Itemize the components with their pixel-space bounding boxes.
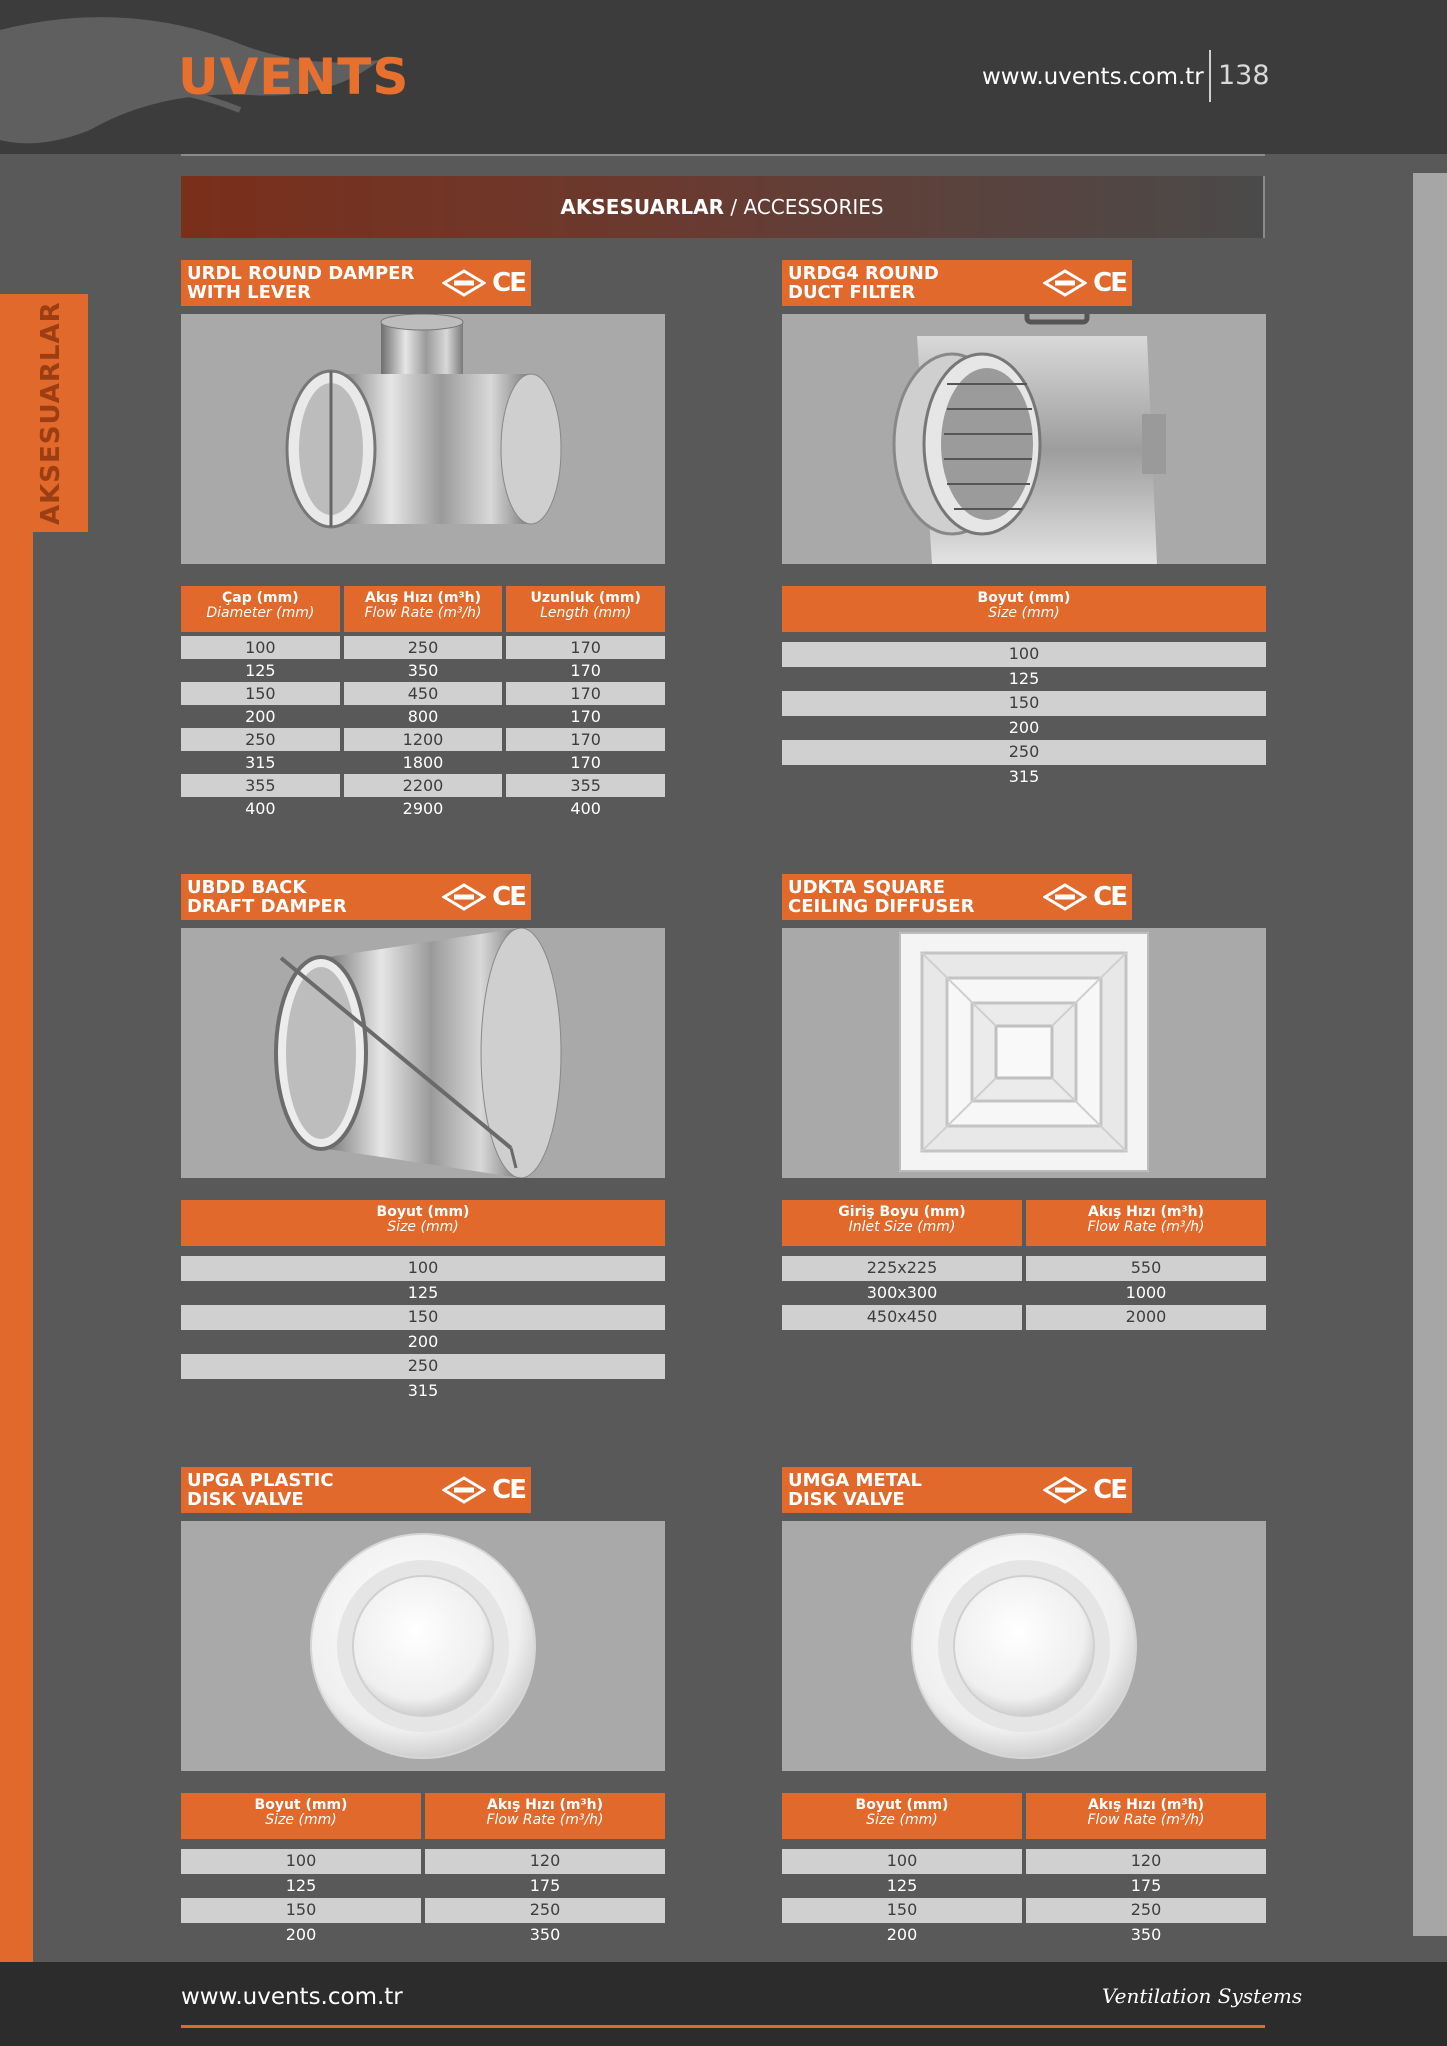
tse-icon [1043,269,1087,297]
table-cell: 170 [570,753,601,772]
table-row [181,1898,665,1923]
table-row [782,740,1266,765]
table-cell: 200 [285,1924,317,1944]
table-cell: 175 [1130,1875,1162,1895]
tse-icon [1043,883,1087,911]
product-photo [181,1521,665,1771]
table-cell: 1200 [344,728,503,751]
round-damper-icon [181,314,665,564]
table-cell: 150 [181,1305,665,1330]
header-divider [1209,50,1211,102]
table-cell: 170 [570,661,601,680]
table-cell: 100 [181,1256,665,1281]
table-row [181,659,665,682]
product-title-line1: UPGA PLASTIC [187,1470,334,1491]
brand-logo[interactable]: UVENTS [178,48,410,106]
product-title-line1: URDG4 ROUND [788,263,939,284]
table-cell: 315 [245,753,276,772]
column-header: Giriş Boyu (mm) Inlet Size (mm) [782,1200,1022,1246]
table-cell: 150 [782,691,1266,716]
table-row [181,1354,665,1379]
section-title [181,176,1263,238]
table-row [181,797,665,820]
product-title-box [782,874,1132,920]
table-row [782,765,1266,790]
column-header: Akış Hızı (m³h) Flow Rate (m³/h) [1026,1793,1266,1839]
table-cell: 150 [782,1898,1022,1923]
table-row [181,1256,665,1281]
product-title-line2: DRAFT DAMPER [187,896,347,917]
product-title [187,878,437,916]
table-cell: 175 [529,1875,561,1895]
product-title [788,878,1038,916]
table-row [181,1379,665,1404]
table-cell: 150 [181,682,340,705]
table-cell: 355 [506,774,665,797]
footer-rule [181,2025,1265,2028]
spec-table-header [181,1793,665,1839]
product-title [788,1471,1038,1509]
table-cell: 2000 [1026,1305,1266,1330]
spec-table-header [782,1200,1266,1246]
column-header: Akış Hızı (m³h) Flow Rate (m³/h) [1026,1200,1266,1246]
product-title [187,1471,437,1509]
table-cell: 2900 [402,799,444,818]
table-row [782,1281,1266,1306]
side-tab-label: AKSESUARLAR [36,301,66,525]
ce-mark: CE [492,1475,525,1505]
table-cell: 170 [570,707,601,726]
product-title-line1: URDL ROUND DAMPER [187,263,415,284]
spec-table-body [181,1256,665,1403]
table-cell: 120 [425,1849,665,1874]
table-row [782,1849,1266,1874]
table-cell: 355 [181,774,340,797]
product-title-line2: DISK VALVE [187,1489,304,1510]
right-edge-strip [1413,173,1447,1936]
spec-table-header [782,586,1266,632]
table-row [181,705,665,728]
ce-mark: CE [1093,882,1126,912]
product-title-box [181,874,531,920]
product-photo [782,928,1266,1178]
column-header: Boyut (mm) Size (mm) [181,1200,665,1246]
table-cell: 350 [407,661,439,680]
product-photo [181,314,665,564]
table-cell: 200 [407,1331,439,1351]
table-row [181,1305,665,1330]
table-cell: 250 [782,740,1266,765]
product-title-line2: WITH LEVER [187,282,312,303]
table-cell: 450x450 [782,1305,1022,1330]
table-cell: 300x300 [866,1282,938,1302]
footer-url[interactable]: www.uvents.com.tr [181,1984,403,2010]
footer-signature: Ventilation Systems [1102,1984,1303,2008]
table-cell: 150 [181,1898,421,1923]
spec-table-body [782,642,1266,789]
table-cell: 125 [285,1875,317,1895]
table-row [782,1898,1266,1923]
table-row [181,1281,665,1306]
table-cell: 450 [344,682,503,705]
table-cell: 250 [344,636,503,659]
spec-table-header [782,1793,1266,1839]
table-cell: 125 [1008,668,1040,688]
table-cell: 100 [782,1849,1022,1874]
table-row [782,716,1266,741]
table-cell: 800 [407,707,439,726]
table-row [782,1256,1266,1281]
table-cell: 170 [506,728,665,751]
column-header: Boyut (mm) Size (mm) [782,586,1266,632]
product-photo [782,1521,1266,1771]
table-row [782,667,1266,692]
disk-valve-icon [782,1521,1266,1771]
product-photo [181,928,665,1178]
ce-mark: CE [492,268,525,298]
table-row [181,636,665,659]
tse-icon [442,269,486,297]
table-row [181,1330,665,1355]
section-title-tr: AKSESUARLAR [560,195,724,219]
certifications [1043,268,1126,298]
table-row [782,1305,1266,1330]
table-cell: 125 [886,1875,918,1895]
duct-filter-icon [782,314,1266,564]
spec-table-body [782,1849,1266,1947]
table-cell: 170 [506,636,665,659]
table-row [181,751,665,774]
column-header: Boyut (mm) Size (mm) [181,1793,421,1839]
table-row [181,774,665,797]
back-draft-damper-icon [181,928,665,1178]
table-cell: 250 [1026,1898,1266,1923]
table-cell: 200 [245,707,276,726]
table-cell: 400 [245,799,276,818]
table-cell: 100 [181,636,340,659]
page-footer [0,1962,1447,2046]
section-separator: / [723,195,744,219]
table-cell: 200 [1008,717,1040,737]
ce-mark: CE [1093,1475,1126,1505]
tse-icon [442,1476,486,1504]
product-title-line2: DUCT FILTER [788,282,916,303]
table-cell: 250 [181,728,340,751]
disk-valve-icon [181,1521,665,1771]
spec-table-body [181,636,665,820]
table-cell: 200 [886,1924,918,1944]
product-title-box [181,1467,531,1513]
table-cell: 1000 [1125,1282,1167,1302]
column-header: Uzunluk (mm) Length (mm) [506,586,665,632]
product-title-line1: UMGA METAL [788,1470,922,1491]
table-row [782,642,1266,667]
table-row [782,691,1266,716]
table-cell: 350 [1130,1924,1162,1944]
product-title [788,264,1038,302]
ceiling-diffuser-icon [782,928,1266,1178]
table-row [782,1923,1266,1948]
certifications [1043,882,1126,912]
column-header: Akış Hızı (m³h) Flow Rate (m³/h) [425,1793,665,1839]
product-photo [782,314,1266,564]
product-title-line1: UDKTA SQUARE [788,877,945,898]
certifications [442,882,525,912]
product-title-line2: CEILING DIFFUSER [788,896,975,917]
table-cell: 315 [407,1380,439,1400]
table-cell: 225x225 [782,1256,1022,1281]
section-title-en: ACCESSORIES [743,195,884,219]
spec-table-header [181,1200,665,1246]
table-cell: 350 [529,1924,561,1944]
table-cell: 2200 [344,774,503,797]
page-number: 138 [1218,60,1270,91]
spec-table-body [181,1849,665,1947]
page-header [0,0,1447,154]
ce-mark: CE [1093,268,1126,298]
table-cell: 250 [181,1354,665,1379]
table-cell: 1800 [402,753,444,772]
table-row [181,728,665,751]
table-row [181,1923,665,1948]
table-cell: 315 [1008,766,1040,786]
spec-table-body [782,1256,1266,1330]
table-row [181,682,665,705]
certifications [1043,1475,1126,1505]
table-cell: 250 [425,1898,665,1923]
spec-table-header [181,586,665,632]
table-cell: 125 [407,1282,439,1302]
header-url[interactable]: www.uvents.com.tr [982,64,1204,90]
product-title-box [181,260,531,306]
table-cell: 125 [245,661,276,680]
table-row [782,1874,1266,1899]
table-cell: 100 [782,642,1266,667]
product-title-box [782,260,1132,306]
certifications [442,1475,525,1505]
table-cell: 550 [1026,1256,1266,1281]
table-cell: 400 [570,799,601,818]
product-title [187,264,437,302]
table-cell: 170 [506,682,665,705]
section-banner [181,176,1265,238]
table-cell: 120 [1026,1849,1266,1874]
column-header: Boyut (mm) Size (mm) [782,1793,1022,1839]
column-header: Çap (mm) Diameter (mm) [181,586,340,632]
left-accent-bar [0,294,33,1964]
product-title-line2: DISK VALVE [788,1489,905,1510]
table-row [181,1874,665,1899]
tse-icon [442,883,486,911]
header-rule [181,154,1265,156]
ce-mark: CE [492,882,525,912]
column-header: Akış Hızı (m³h) Flow Rate (m³/h) [344,586,503,632]
certifications [442,268,525,298]
table-row [181,1849,665,1874]
product-title-line1: UBDD BACK [187,877,307,898]
product-title-box [782,1467,1132,1513]
tse-icon [1043,1476,1087,1504]
table-cell: 100 [181,1849,421,1874]
